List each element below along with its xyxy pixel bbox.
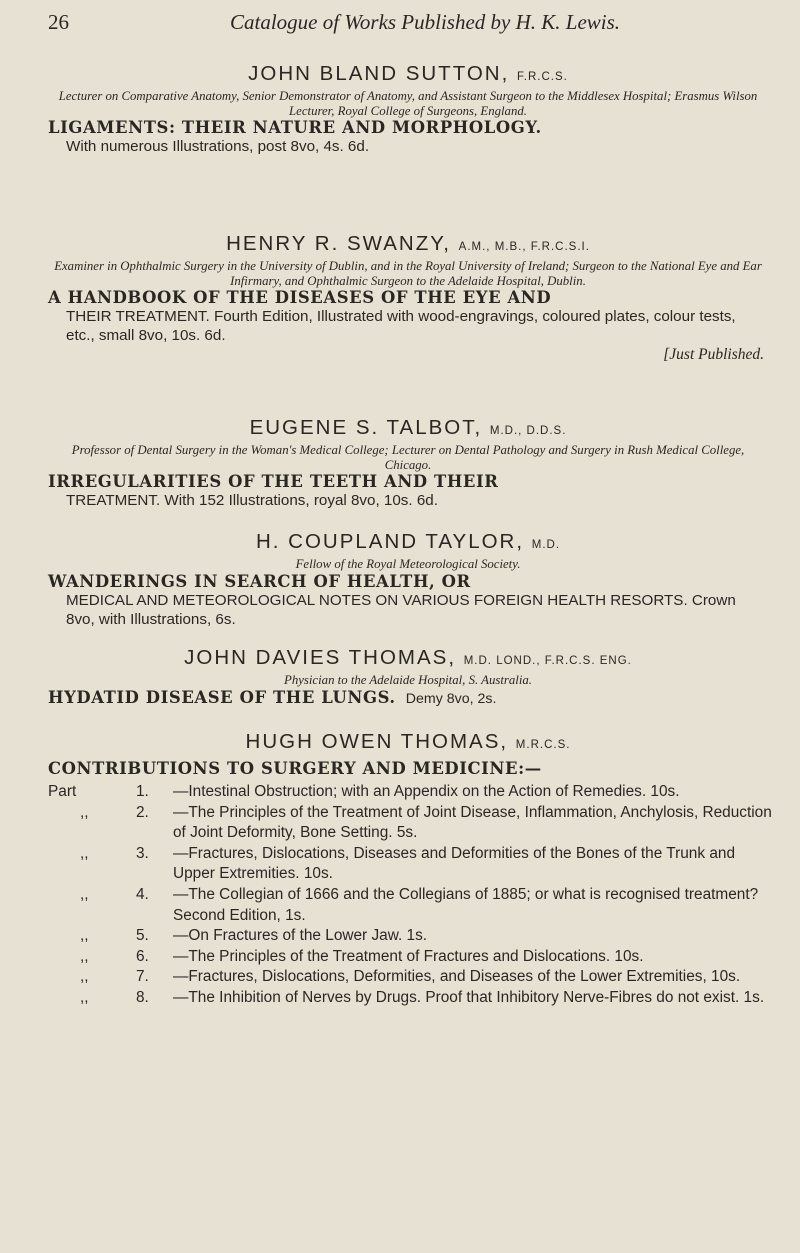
page-number: 26 [48, 10, 69, 34]
book-title: A HANDBOOK OF THE DISEASES OF THE EYE AND [48, 288, 552, 307]
list-item [48, 988, 778, 1009]
parts-list [48, 782, 778, 1009]
author-heading [48, 646, 768, 673]
author-heading [48, 232, 768, 259]
author-description: Examiner in Ophthalmic Surgery in the University of Dublin, and in the Royal University of Ireland; Surgeon to the National Eye and Ear Infirmary, and Ophthalmic Surgeon to the Adelaide Hospital, Dublin. [54, 259, 762, 288]
part-description: —The Principles of the Treatment of Fractures and Dislocations. 10s. [173, 947, 644, 965]
author-description: Physician to the Adelaide Hospital, S. Australia. [284, 673, 532, 687]
ditto-mark: ,, [80, 927, 89, 945]
catalogue-entry [48, 62, 768, 156]
part-number: 5. [136, 927, 149, 945]
list-item [48, 967, 778, 988]
book-details: THEIR TREATMENT. Fourth Edition, Illustrated with wood-engravings, coloured plates, colour tests, etc., small 8vo, 10s. 6d. [66, 308, 736, 344]
running-title: Catalogue of Works Published by H. K. Lewis. [230, 10, 621, 34]
author-name: JOHN BLAND SUTTON, [248, 62, 510, 85]
catalogue-entry [48, 530, 768, 629]
book-title: CONTRIBUTIONS TO SURGERY AND MEDICINE:— [48, 759, 542, 778]
author-qualifications: M.D. [531, 539, 561, 551]
part-description: —Intestinal Obstruction; with an Appendix on the Action of Remedies. 10s. [173, 783, 680, 800]
author-description: Fellow of the Royal Meteorological Society. [295, 557, 521, 571]
list-item [48, 803, 778, 844]
part-number: 6. [136, 947, 149, 965]
author-name: HENRY R. SWANZY, [226, 232, 451, 255]
author-qualifications: M.R.C.S. [515, 739, 571, 751]
part-number: 3. [136, 844, 149, 862]
author-description: Lecturer on Comparative Anatomy, Senior Demonstrator of Anatomy, and Assistant Surgeon to the Middlesex Hospital; Erasmus Wilson Lecturer, Royal College of Surgeons, England. [58, 89, 758, 118]
author-heading [48, 730, 768, 757]
catalogue-entry [48, 646, 768, 708]
part-description: —The Principles of the Treatment of Joint Disease, Inflammation, Anchylosis, Reduction of Joint Deformity, Bone Setting. 5s. [173, 803, 772, 842]
part-number: 2. [136, 803, 149, 821]
book-title: LIGAMENTS: THEIR NATURE AND MORPHOLOGY. [48, 118, 542, 137]
ditto-mark: ,, [80, 947, 89, 965]
book-details: Demy 8vo, 2s. [405, 690, 497, 707]
ditto-mark: ,, [80, 968, 89, 986]
author-heading [48, 416, 768, 443]
book-title: WANDERINGS IN SEARCH OF HEALTH, OR [48, 571, 471, 591]
book-title: IRREGULARITIES OF THE TEETH AND THEIR [48, 472, 499, 491]
author-name: EUGENE S. TALBOT, [249, 416, 483, 439]
author-heading [48, 530, 768, 557]
part-description: —Fractures, Dislocations, Deformities, and Diseases of the Lower Extremities, 10s. [173, 968, 741, 986]
part-prefix: Part [48, 783, 77, 800]
ditto-mark: ,, [80, 988, 89, 1006]
ditto-mark: ,, [80, 803, 89, 821]
book-title: HYDATID DISEASE OF THE LUNGS. [48, 687, 396, 707]
catalogue-entry [48, 232, 768, 364]
list-item [48, 844, 778, 885]
publication-note: [Just Published. [663, 346, 764, 363]
part-description: —The Inhibition of Nerves by Drugs. Proof that Inhibitory Nerve-Fibres do not exist. 1s. [173, 988, 765, 1006]
part-description: —The Collegian of 1666 and the Collegians of 1885; or what is recognised treatment? Second Edition, 1s. [173, 885, 759, 924]
part-description: —Fractures, Dislocations, Diseases and Deformities of the Bones of the Trunk and Upper Extremities. 10s. [173, 844, 736, 883]
list-item [48, 926, 778, 947]
part-number: 1. [136, 783, 149, 800]
part-description: —On Fractures of the Lower Jaw. 1s. [173, 927, 428, 945]
book-details: With numerous Illustrations, post 8vo, 4s. 6d. [66, 138, 370, 155]
author-name: HUGH OWEN THOMAS, [245, 730, 509, 753]
list-item [48, 782, 778, 803]
ditto-mark: ,, [80, 885, 89, 903]
catalogue-entry [48, 730, 768, 778]
page-header [0, 8, 800, 38]
author-qualifications: F.R.C.S. [517, 71, 568, 83]
author-qualifications: M.D., D.D.S. [489, 425, 567, 437]
author-name: JOHN DAVIES THOMAS, [184, 646, 457, 669]
part-number: 7. [136, 968, 149, 986]
author-heading [48, 62, 768, 89]
author-name: H. COUPLAND TAYLOR, [255, 530, 525, 553]
book-details: TREATMENT. With 152 Illustrations, royal 8vo, 10s. 6d. [66, 492, 438, 509]
part-number: 8. [136, 988, 149, 1006]
book-details: MEDICAL AND METEOROLOGICAL NOTES ON VARIOUS FOREIGN HEALTH RESORTS. Crown 8vo, with Illustrations, 6s. [66, 591, 736, 628]
ditto-mark: ,, [80, 844, 89, 862]
author-qualifications: M.D. LOND., F.R.C.S. ENG. [463, 655, 632, 667]
list-item [48, 947, 778, 968]
author-description: Professor of Dental Surgery in the Woman's Medical College; Lecturer on Dental Pathology and Surgery in Rush Medical College, Chicago. [71, 443, 745, 472]
list-item [48, 885, 778, 926]
author-qualifications: A.M., M.B., F.R.C.S.I. [458, 241, 590, 253]
catalogue-entry [48, 416, 768, 510]
part-number: 4. [136, 885, 149, 903]
